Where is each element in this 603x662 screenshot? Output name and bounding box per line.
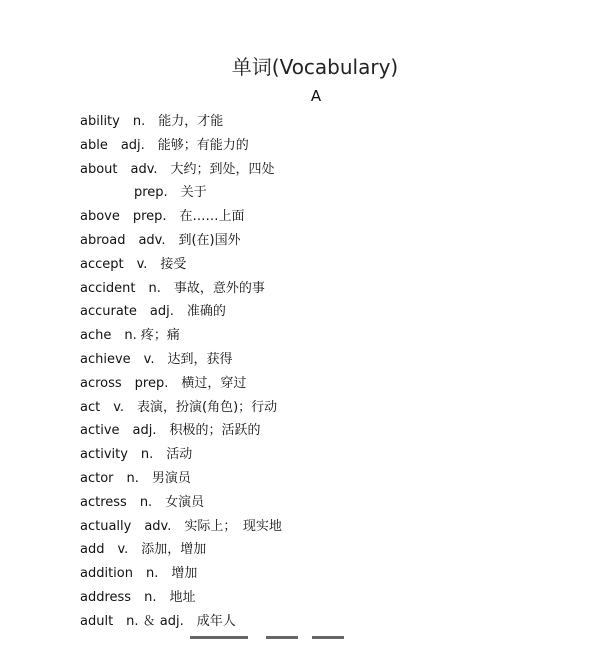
section-letter: A (310, 87, 322, 105)
vocab-entry: accurate adj. 准确的 (80, 304, 226, 320)
vocab-entry: addition n. 增加 (80, 566, 198, 582)
cut-off-text-row (190, 630, 350, 640)
vocab-entry: activity n. 活动 (80, 447, 193, 463)
vocab-entry: address n. 地址 (80, 589, 196, 605)
vocab-entry: ache n. 疼；痛 (80, 328, 180, 344)
vocab-entry: adult n. ＆ adj. 成年人 (80, 613, 236, 629)
vocab-entry: add v. 添加，增加 (80, 542, 207, 558)
vocab-entry: active adj. 积极的；活跃的 (80, 423, 261, 439)
vocab-entry: actress n. 女演员 (80, 494, 205, 510)
vocab-entry: accident n. 事故，意外的事 (80, 280, 265, 296)
vocab-entry: about adv. 大约；到处，四处 (80, 161, 275, 177)
vocab-entry: actually adv. 实际上； 现实地 (80, 518, 282, 534)
vocab-entry: accept v. 接受 (80, 256, 187, 272)
vocab-entry: achieve v. 达到，获得 (80, 351, 233, 367)
vocab-entry: ability n. 能力，才能 (80, 114, 224, 129)
vocab-entry: across prep. 横过，穿过 (80, 375, 247, 391)
vocabulary-list (80, 110, 580, 634)
vocab-entry: able adj. 能够；有能力的 (80, 137, 249, 153)
vocab-entry: actor n. 男演员 (80, 470, 191, 486)
vocab-entry: abroad adv. 到(在)国外 (80, 232, 241, 248)
vocab-entry-continuation: prep. 关于 (134, 185, 207, 201)
vocab-entry: act v. 表演，扮演(角色)；行动 (80, 399, 278, 415)
document-title: 单词(Vocabulary) (231, 55, 399, 79)
vocab-entry: above prep. 在……上面 (80, 209, 245, 225)
